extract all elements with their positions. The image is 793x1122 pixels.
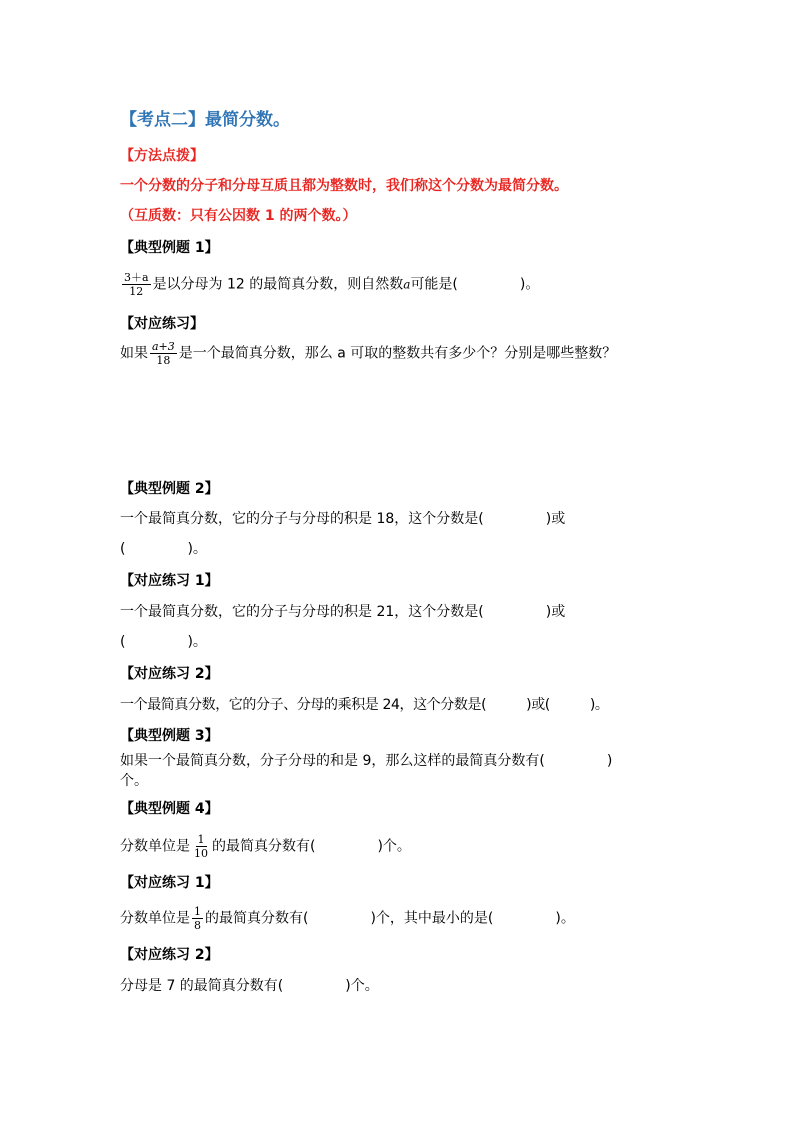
question-text: 一个最简真分数，它的分子与分母的积是 21，这个分数是( xyxy=(120,604,484,620)
question-text: 的最简真分数有( xyxy=(212,838,316,855)
fraction-denominator: 10 xyxy=(194,847,208,860)
question-text: )。 xyxy=(187,541,207,557)
question-text: )个，其中最小的是( xyxy=(370,910,494,927)
practice-4-1-question xyxy=(120,905,575,932)
question-text: )或 xyxy=(545,511,566,527)
question-text: 是以分母为 12 的最简真分数，则自然数 xyxy=(152,276,404,293)
method-note: （互质数：只有公因数 1 的两个数。） xyxy=(120,208,357,224)
practice-2-1-question-line1 xyxy=(120,603,565,621)
fraction xyxy=(122,271,151,298)
practice-4-1-heading: 【对应练习 1】 xyxy=(120,875,219,891)
example-2-question-line2 xyxy=(120,540,207,558)
section-title: 【考点二】最简分数。 xyxy=(120,110,290,130)
practice-2-1-question-line2 xyxy=(120,633,207,651)
question-text: )个。 xyxy=(377,838,411,855)
question-text: 分数单位是 xyxy=(120,838,190,855)
example-2-heading: 【典型例题 2】 xyxy=(120,481,219,497)
question-text: ( xyxy=(120,634,126,650)
question-text: 可能是( xyxy=(410,276,458,293)
example-3-heading: 【典型例题 3】 xyxy=(120,728,219,744)
question-text: )。 xyxy=(589,697,609,713)
example-3-question-line2: 个。 xyxy=(120,773,148,789)
question-text: ) xyxy=(606,753,613,769)
fraction-numerator: 1 xyxy=(194,905,201,918)
fraction-numerator: 3＋a xyxy=(124,271,149,284)
question-text: 分母是 7 的最简真分数有( xyxy=(120,978,284,994)
example-1-heading: 【典型例题 1】 xyxy=(120,240,219,256)
fraction xyxy=(192,833,210,860)
question-text: 一个最简真分数，它的分子与分母的积是 18，这个分数是( xyxy=(120,511,484,527)
fraction-numerator: 1 xyxy=(197,833,205,846)
question-text: )。 xyxy=(187,634,207,650)
question-text: )个。 xyxy=(345,978,379,994)
practice-1-heading: 【对应练习】 xyxy=(120,316,204,332)
practice-4-2-heading: 【对应练习 2】 xyxy=(120,947,219,963)
practice-2-2-heading: 【对应练习 2】 xyxy=(120,666,219,682)
practice-2-1-heading: 【对应练习 1】 xyxy=(120,573,219,589)
question-text: 如果一个最简真分数，分子分母的和是 9，那么这样的最简真分数有( xyxy=(120,753,545,769)
fraction xyxy=(150,340,177,367)
fraction-denominator: 8 xyxy=(194,919,201,932)
question-text: )。 xyxy=(519,276,540,293)
variable-a: a xyxy=(403,277,411,292)
question-text: )或 xyxy=(545,604,566,620)
fraction xyxy=(192,905,203,932)
question-text: 分数单位是 xyxy=(120,910,190,927)
question-text: )。 xyxy=(555,910,575,927)
fraction-denominator: 12 xyxy=(129,285,144,298)
example-1-question xyxy=(120,271,539,298)
question-text: 如果 xyxy=(120,345,148,362)
question-text: 是一个最简真分数，那么 a 可取的整数共有多少个？分别是哪些整数？ xyxy=(178,345,617,362)
example-4-question xyxy=(120,833,411,860)
example-2-question-line1 xyxy=(120,510,565,528)
question-text: 的最简真分数有( xyxy=(205,910,309,927)
example-3-question-line1 xyxy=(120,752,612,770)
fraction-numerator: a+3 xyxy=(152,340,175,353)
practice-4-2-question xyxy=(120,977,379,995)
method-heading: 【方法点拨】 xyxy=(120,148,204,164)
practice-2-2-question xyxy=(120,696,609,714)
practice-1-question xyxy=(120,340,616,367)
question-text: ( xyxy=(120,541,126,557)
method-definition: 一个分数的分子和分母互质且都为整数时，我们称这个分数为最简分数。 xyxy=(120,178,568,194)
fraction-denominator: 18 xyxy=(156,354,171,367)
question-text: 一个最简真分数，它的分子、分母的乘积是 24，这个分数是( xyxy=(120,697,487,713)
question-text: )或( xyxy=(526,697,550,713)
example-4-heading: 【典型例题 4】 xyxy=(120,801,219,817)
